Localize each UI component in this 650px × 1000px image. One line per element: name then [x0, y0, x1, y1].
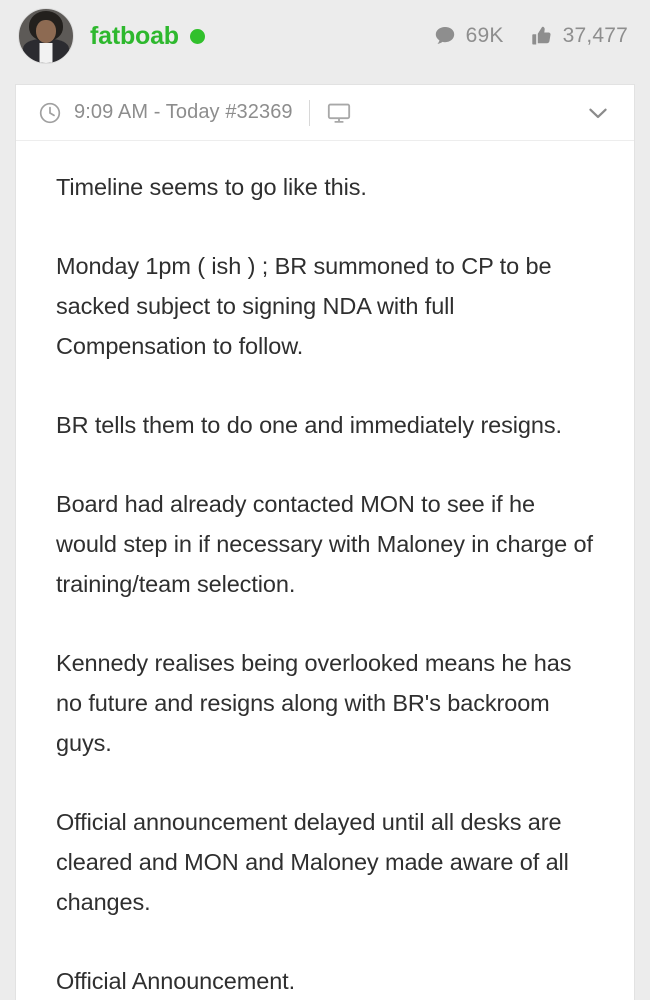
post-paragraph: Monday 1pm ( ish ) ; BR summoned to CP to be sacked subject to signing NDA with full Compensation to follow.	[56, 253, 552, 359]
chevron-down-icon[interactable]	[584, 99, 616, 127]
meta-divider	[309, 100, 310, 126]
desktop-monitor-icon	[326, 100, 352, 126]
avatar-face	[36, 20, 56, 43]
username[interactable]: fatboab	[90, 21, 179, 50]
post-paragraph: Official Announcement.	[56, 968, 296, 994]
online-status-indicator	[190, 29, 205, 44]
post-paragraph: Timeline seems to go like this.	[56, 174, 367, 200]
post-paragraph: Kennedy realises being overlooked means he has no future and resigns along with BR's backroom guys.	[56, 650, 572, 756]
comment-count: 69K	[465, 24, 504, 47]
post-paragraph: Official announcement delayed until all desks are cleared and MON and Maloney made aware of all changes.	[56, 809, 569, 915]
user-header	[0, 0, 650, 72]
avatar-shirt	[40, 43, 53, 63]
post-body	[16, 141, 634, 1000]
post-card	[15, 84, 635, 1000]
like-stat[interactable]	[530, 24, 628, 48]
comment-stat[interactable]	[433, 24, 504, 48]
post-paragraph: BR tells them to do one and immediately resigns.	[56, 412, 562, 438]
like-count: 37,477	[562, 24, 628, 47]
clock-icon	[38, 101, 62, 125]
post-meta[interactable]: 9:09 AM - Today #32369	[74, 101, 293, 123]
post-header	[16, 85, 634, 141]
comment-icon	[433, 24, 457, 48]
thumbs-up-icon	[530, 24, 554, 48]
post-paragraph: Board had already contacted MON to see if he would step in if necessary with Maloney in charge of training/team selection.	[56, 491, 593, 597]
avatar[interactable]	[18, 8, 74, 64]
